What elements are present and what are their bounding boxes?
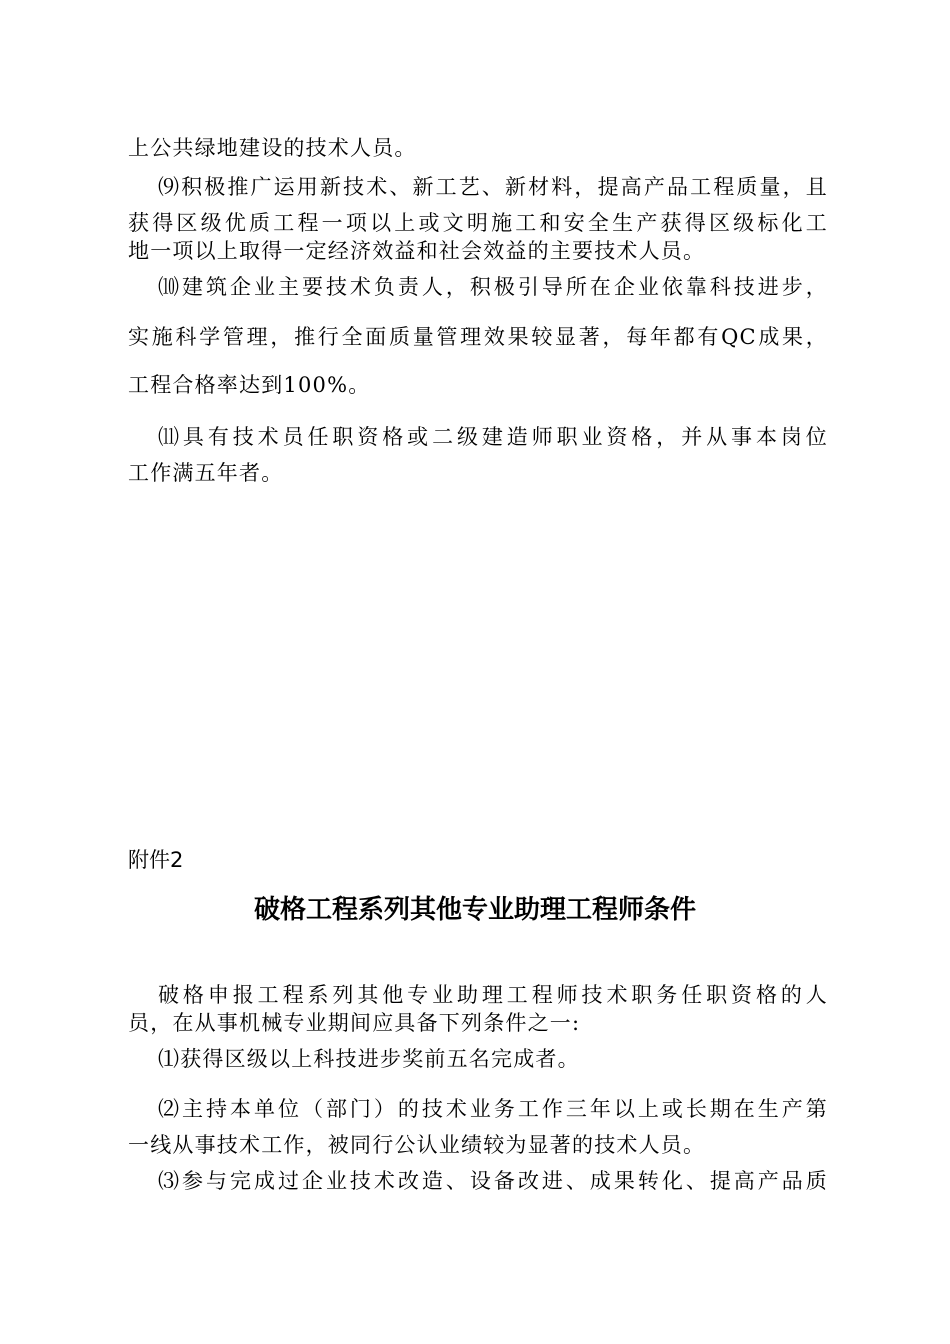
condition-1: ⑴获得区级以上科技进步奖前五名完成者。 xyxy=(158,1047,580,1071)
item-10-line-3: 工程合格率达到100%。 xyxy=(128,373,371,397)
condition-2-line-1: ⑵主持本单位（部门）的技术业务工作三年以上或长期在生产第 xyxy=(158,1097,828,1121)
page-title: 破格工程系列其他专业助理工程师条件 xyxy=(253,895,696,925)
condition-3-line-1: ⑶参与完成过企业技术改造、设备改进、成果转化、提高产品质 xyxy=(158,1169,828,1193)
item-9-line-1: ⑼积极推广运用新技术、新工艺、新材料，提高产品工程质量，且 xyxy=(158,175,828,199)
attachment-label: 附件2 xyxy=(128,848,184,872)
item-10-line-2: 实施科学管理，推行全面质量管理效果较显著，每年都有QC成果， xyxy=(128,325,828,349)
item-11-line-1: ⑾具有技术员任职资格或二级建造师职业资格，并从事本岗位 xyxy=(158,425,828,449)
intro-line-2: 员，在从事机械专业期间应具备下列条件之一: xyxy=(128,1011,581,1035)
intro-line-1: 破格申报工程系列其他专业助理工程师技术职务任职资格的人 xyxy=(158,983,828,1007)
item-9-line-3: 地一项以上取得一定经济效益和社会效益的主要技术人员。 xyxy=(128,239,706,263)
condition-2-line-2: 一线从事技术工作，被同行公认业绩较为显著的技术人员。 xyxy=(128,1133,706,1157)
item-9-line-2: 获得区级优质工程一项以上或文明施工和安全生产获得区级标化工 xyxy=(128,211,828,235)
item-10-line-1: ⑽建筑企业主要技术负责人，积极引导所在企业依靠科技进步， xyxy=(158,275,828,299)
paragraph-continuation: 上公共绿地建设的技术人员。 xyxy=(128,136,417,160)
item-11-line-2: 工作满五年者。 xyxy=(128,461,284,485)
